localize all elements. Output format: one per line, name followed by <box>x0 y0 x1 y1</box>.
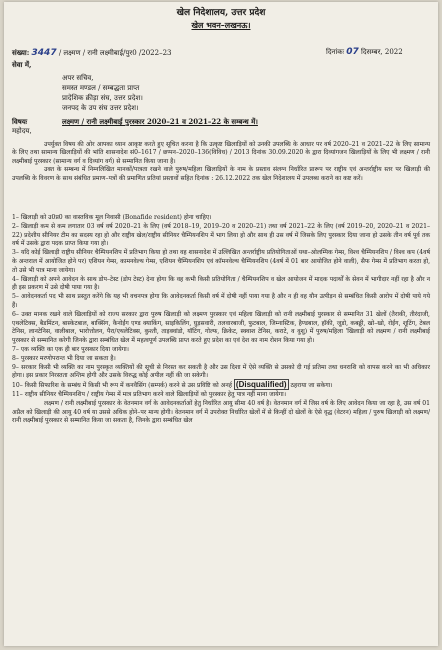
salutation: महोदय, <box>12 127 32 135</box>
subject-text: लक्ष्मण / रानी लक्ष्मीबाई पुरस्कार 2020–21 व 2021–22 के सम्बन्ध में। <box>62 117 258 126</box>
intro-paragraph <box>12 141 430 183</box>
ref-suffix: / लक्ष्मण / रानी लक्ष्मीबाई/पुर0 /2022–23 <box>58 49 172 57</box>
disqualified-tag: (Disqualified) <box>235 380 287 390</box>
condition-9-cont: उसको दी गई प्रतिमा तथा धनराशि को वापस करने का भी अधिकार होगा। इस प्रकार निरस्तता अन्तिम होगी और उसके विरुद्ध <box>12 363 430 380</box>
condition-9-cont: कोई अपील नहीं की जा सकेगी। <box>138 372 209 380</box>
conditions-list <box>12 214 430 426</box>
condition-11-cont: जायेगा। <box>269 390 287 398</box>
body-line: सं0–1617 / छप्पन–2020–136(विविध) / 2013 दिनांक 30.09.2020 के द्वारा दिव्यांगजन खिलाड़ियों के लिए भी लक्ष्मण / रानी <box>129 149 431 157</box>
ref-number-handwritten: 3447 <box>31 48 57 58</box>
condition-4-cont: खेल आयोजन में मादक पदार्थों के सेवन में भागीदार नहीं रहा है और न ही इस प्रकरण में उसे दोषी पाया गया है। <box>12 275 431 292</box>
body-line: उक्त के सम्बन्ध में निम्नलिखित मानकों/पात्रता रखने वाले पुरुष/महिला खिलाड़ियों के नाम के प्रस्ताव संलग्न <box>44 166 287 174</box>
age-paragraph-cont: वर्ग में जिस वर्ष के लिए आवेदन किया जा रहा है, उस वर्ष 01 अप्रैल को खिलाड़ी की आयु 40 वर्ष या उससे अधिक होने–पर <box>12 399 430 416</box>
reference-number <box>12 48 172 58</box>
condition-6-cont: रानी लक्ष्मीबाई पुरस्कार से सम्मानित 31 खेलों (तैराकी, तीरंदाजी, एथलेटिक्स, बैडमिंटन, बास्केटबाल, बाक्सिंग, कैनोईंग एण्ड <box>12 310 430 327</box>
condition-7: 7– एक व्यक्ति का एक ही बार पुरस्कार दिया जायेगा। <box>12 345 129 353</box>
condition-6-cont: टेबल टेनिस, लानटेनिस, वालीबाल, भारोत्तोलन, पैरा/एथलेटिक्स, कुश्ती, ताइक्वांडो, यॉटिंग, गोल्फ, क्रिकेट, स्क्वाश टेनिस, कराटे, व <box>12 319 431 336</box>
condition-5: 5– आवेदनकर्ता पद भी साथ प्रस्तुत करेंगे कि यह भी वचनपत्र होगा कि आवेदनकर्ता किसी वर्ष में दोषी नहीं पाया गया है और न ही वह <box>12 293 307 301</box>
condition-9: 9– सरकार किसी भी व्यक्ति का नाम पुरस्कृत व्यक्तियों की सूची से निरस्त कर सकती है और उस दिशा में ऐसे व्यक्ति से <box>12 363 279 371</box>
condition-3-cont: कामनवेल्थ गेम्स, एशियन चैम्पियनशिप एवं कॉमनवेल्थ चैम्पियनशिप (4वर्ष में 01 बार आयोजित होने वाली), सैफ गेम्स में <box>120 257 387 265</box>
date-handwritten: 07 <box>346 47 359 57</box>
document-page <box>4 2 438 646</box>
condition-6: 6– उक्त मानक रखने वाले खिलाड़ियों को राज्य सरकार द्वारा पुरुष खिलाड़ी को लक्ष्मण पुरस्कार एवं महिला खिलाड़ी को <box>12 310 281 318</box>
header-directorate: खेल निदेशालय, उत्तर प्रदेश <box>176 8 266 18</box>
condition-11: 11– राष्ट्रीय सीनियर चैम्पियनशिप / राष्ट्रीय गेम्स में मात्र प्रतिभाग करने वाले खिलाड़ियों को पुरस्कार हेतु पात्र नहीं माना <box>12 390 268 398</box>
body-line: निर्धारित प्रारूप पर राष्ट्रीय एवं अन्तर्राष्ट्रीय स्तर पर खिलाड़ी की उपलब्धि के विवरण के साथ संबंधित प्रमाण–पत्रों की प्रमाणित <box>12 166 431 182</box>
addressee-line: समस्त मण्डल / सम्बद्धता प्राप्त <box>62 84 140 92</box>
condition-5-cont: यौन उत्पीड़न से सम्बंधित किसी आरोप में दोषी पाये गये हैं। <box>12 293 430 309</box>
ref-label: संख्या: <box>12 48 30 57</box>
condition-2-cont: 2021–22 के लिए (वर्ष 2019–20, 2020–21 व 2021–22) प्रदेशीय सीनियर टीम का सदस्य रहा हो और राष्ट्रीय खेल/राष्ट्रीय <box>12 222 430 239</box>
addressee-line: जनपद के उप संघ उत्तर प्रदेश। <box>62 104 139 112</box>
condition-10-cont: ठहराया जा सकेगा। <box>290 382 333 390</box>
addressee-line: अपर सचिव, <box>62 74 94 82</box>
condition-2: 2– खिलाड़ी कम से कम लगातार 03 वर्ष वर्ष 2020–21 के लिए (वर्ष 2018–19, 2019–20 व 2020–21) तथा वर्ष <box>12 222 287 230</box>
seva-me: सेवा में, <box>12 60 32 69</box>
condition-10: 10– किसी सिफारिश के सम्बंध में किसी भी रूप में कनवैसिंग (सम्पर्क) करने से उस प्रविष्टि को अनर्ह <box>12 382 232 390</box>
body-line: लक्ष्मीबाई पुरस्कार (सामान्य वर्ग व दिव्यांग वर्ग) से सम्मानित किया जाना है। <box>12 157 176 165</box>
date-label: दिनांकः <box>326 48 345 56</box>
condition-3: 3– यदि कोई खिलाड़ी राष्ट्रीय सीनियर चैम्पियनशिप में प्रतिभाग किया हो तथा वह शासनादेश में उल्लिखित अन्तर्राष्ट्रीय <box>12 249 265 257</box>
header-address: खेल भवन–लखनऊ। <box>191 20 251 30</box>
body-line: प्रतियां प्रस्तावों सहित दिनांक : 26.12.2022 तक खेल निदेशालय में उपलब्ध कराने का कष्ट करें। <box>147 174 363 182</box>
condition-1: 1– खिलाड़ी को उ0प्र0 का वास्तविक मूल निवासी (Bonafide resident) होना चाहिए। <box>12 214 212 221</box>
age-paragraph-cont: लक्ष्मण/रानी लक्ष्मीबाई पुरस्कार से सम्मानित किया जा सकता है, जिनके द्वारा सम्बंधित खेल <box>12 408 431 425</box>
condition-3-cont: प्रतिभाग करता हो, तो उसे भी पात्र माना जायेगा। <box>12 257 431 274</box>
date-suffix: दिसम्बर, 2022 <box>361 48 403 56</box>
age-paragraph: लक्ष्मण / रानी लक्ष्मीबाई पुरस्कार के वेतनमान वर्ग के आवेदनकर्ताओं हेतु निर्धारित आयु सीमा 40 वर्ष है। वेतनमान <box>44 399 293 407</box>
condition-6-cont: उपलब्धि प्राप्त करते हुए प्रदेश का एवं देश का नाम रोशन किया गया हो। <box>158 337 315 345</box>
subject-label: विषयः <box>12 117 28 126</box>
condition-2-cont: वर्ष में उसके द्वारा पदक प्राप्त किया गया हो। <box>12 240 109 248</box>
condition-2-cont: सीनियर चैम्पियनशिप में भाग लिया हो और साथ ही उस वर्ष में जिसके लिए पुरस्कार दिया जाना हो उसके तीन वर्ष पूर्व तक <box>162 231 430 239</box>
condition-4: 4– खिलाड़ी को अपने आवेदन के साथ डोप–टेस्ट (डोप टेस्ट) देना होगा कि वह कभी किसी प्रतियोगिता / चैम्पियनशिप व <box>12 275 275 283</box>
condition-3-cont: प्रतियोगिताओं यथा–ओलम्पिक गेम्स, विश्व चैम्पियनशिप / विश्व कप (4वर्ष के अन्तराल में आयोजित होने पर) एशियन गेम्स, <box>12 249 431 265</box>
body-line: उपलब्धि के आधार पर वर्ष 2020–21 व 2021–22 के लिए सामान्य के लिए तथा सामान्य खिलाड़ियों की भांति शासनादेश <box>12 141 431 157</box>
letter-date <box>326 48 403 57</box>
body-line: उपर्युक्त विषय की ओर आपका ध्यान आकृष्ट करते हुए सूचित करना है कि उत्कृष्ट खिलाड़ियों को उनकी <box>44 141 271 148</box>
condition-6-cont: वुशु) में पुरुष/महिला 'खिलाड़ी को लक्ष्मण / रानी लक्ष्मीबाई पुरस्कार से सम्मानित करेगी जिनके द्वारा सम्बंधित खेल में महत्वपूर्ण <box>12 328 430 345</box>
age-paragraph-cont: मान्य होगी। वेतनमान वर्ग में उपरोक्त निर्धारित खेलों में से किन्हीं दो खेलों के ऐसे वृद्ध (वेटरन) महिला / पुरुष खिलाड़ी को <box>148 408 412 416</box>
addressee-line: प्रादेशिक क्रीड़ा संघ, उत्तर प्रदेश। <box>62 94 143 102</box>
condition-6-cont: क्याकिंग, साइकिलिंग, घुड़सवारी, तलवारबाजी, फुटबाल, जिम्नास्टिक, हैण्डबाल, हॉकी, जूडो, कबड्डी, खो–खो, रोईंग, शूटिंग, <box>142 319 418 327</box>
condition-8: 8– पुरस्कार मरणोपरान्त भी दिया जा सकता है। <box>12 354 116 362</box>
